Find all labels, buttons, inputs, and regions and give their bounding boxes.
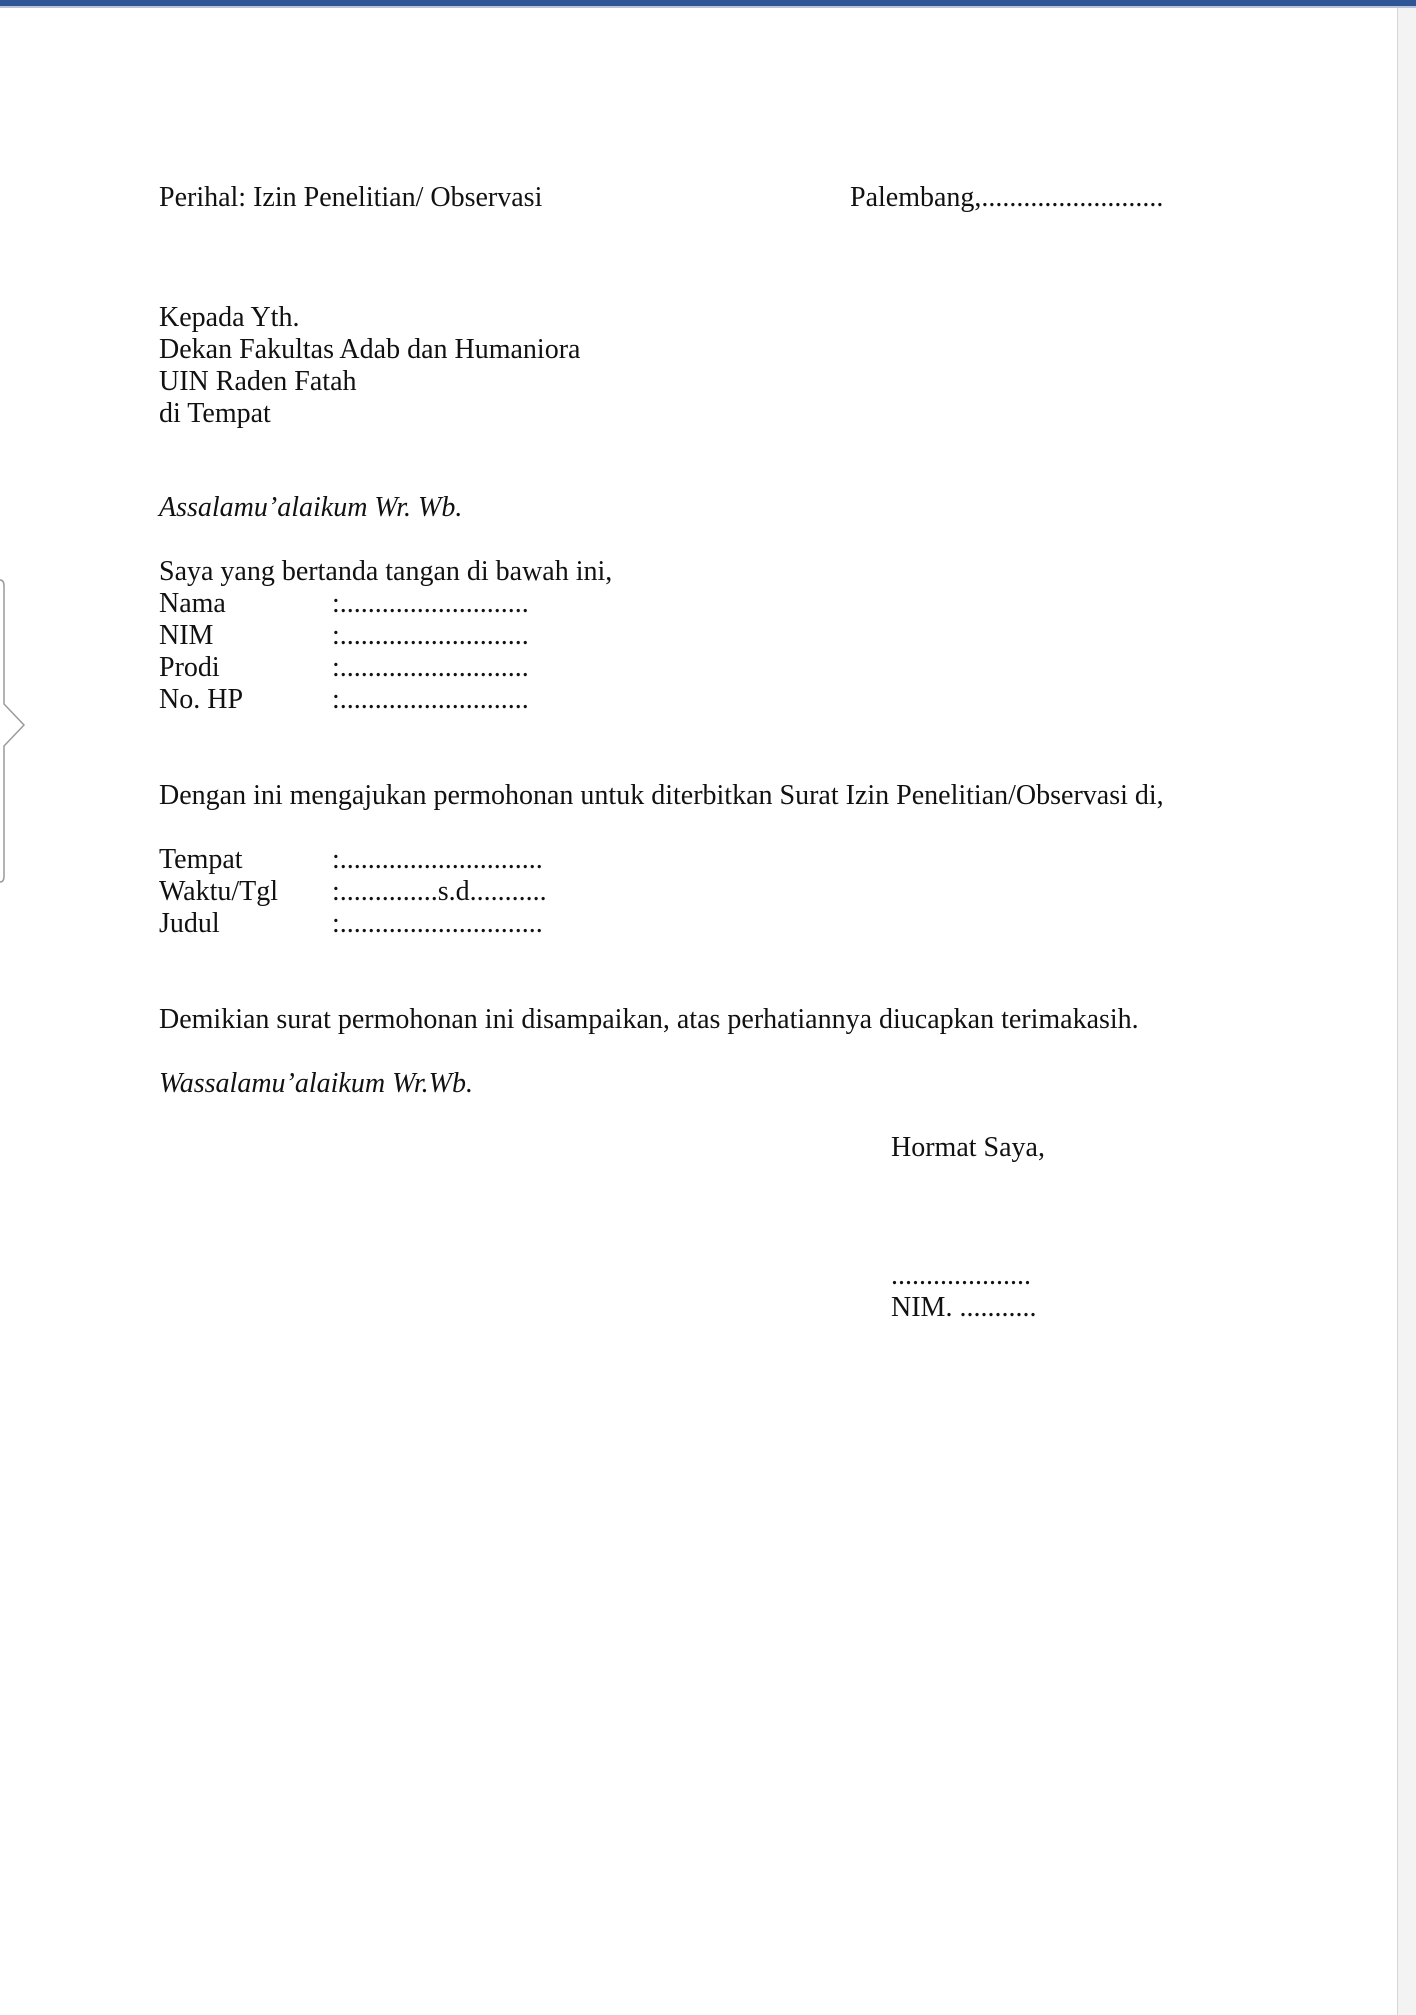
document-page: [0, 8, 1397, 2015]
intro-sentence: Saya yang bertanda tangan di bawah ini,: [159, 556, 613, 587]
recipient-line: Kepada Yth.: [159, 302, 300, 333]
letter-place-date: Palembang,..........................: [850, 182, 1164, 213]
side-panel-expand-tab[interactable]: [0, 578, 26, 884]
field-label: No. HP: [159, 684, 244, 715]
regards: Hormat Saya,: [891, 1132, 1045, 1163]
greeting: Assalamu’alaikum Wr. Wb.: [159, 492, 463, 523]
field-blank: :...........................: [332, 588, 529, 619]
field-label: NIM: [159, 620, 214, 651]
field-blank: :.............................: [332, 908, 543, 939]
field-blank: :..............s.d...........: [332, 876, 547, 907]
field-blank: :...........................: [332, 620, 529, 651]
request-sentence: Dengan ini mengajukan permohonan untuk diterbitkan Surat Izin Penelitian/Observasi di,: [159, 780, 1164, 811]
recipient-line: UIN Raden Fatah: [159, 366, 357, 397]
field-blank: :...........................: [332, 652, 529, 683]
field-label: Judul: [159, 908, 220, 939]
letter-subject: Perihal: Izin Penelitian/ Observasi: [159, 182, 543, 213]
signature-nim-line: NIM. ...........: [891, 1292, 1037, 1323]
signature-name-line: ....................: [891, 1260, 1031, 1291]
farewell: Wassalamu’alaikum Wr.Wb.: [159, 1068, 473, 1099]
field-label: Waktu/Tgl: [159, 876, 279, 907]
field-blank: :...........................: [332, 684, 529, 715]
recipient-line: Dekan Fakultas Adab dan Humaniora: [159, 334, 581, 365]
field-blank: :.............................: [332, 844, 543, 875]
field-label: Tempat: [159, 844, 243, 875]
window-top-bar: [0, 0, 1416, 8]
field-label: Prodi: [159, 652, 220, 683]
recipient-line: di Tempat: [159, 398, 271, 429]
closing-sentence: Demikian surat permohonan ini disampaikan, atas perhatiannya diucapkan terimakasih.: [159, 1004, 1139, 1035]
page-edge-shadow: [1397, 8, 1416, 2015]
field-label: Nama: [159, 588, 226, 619]
